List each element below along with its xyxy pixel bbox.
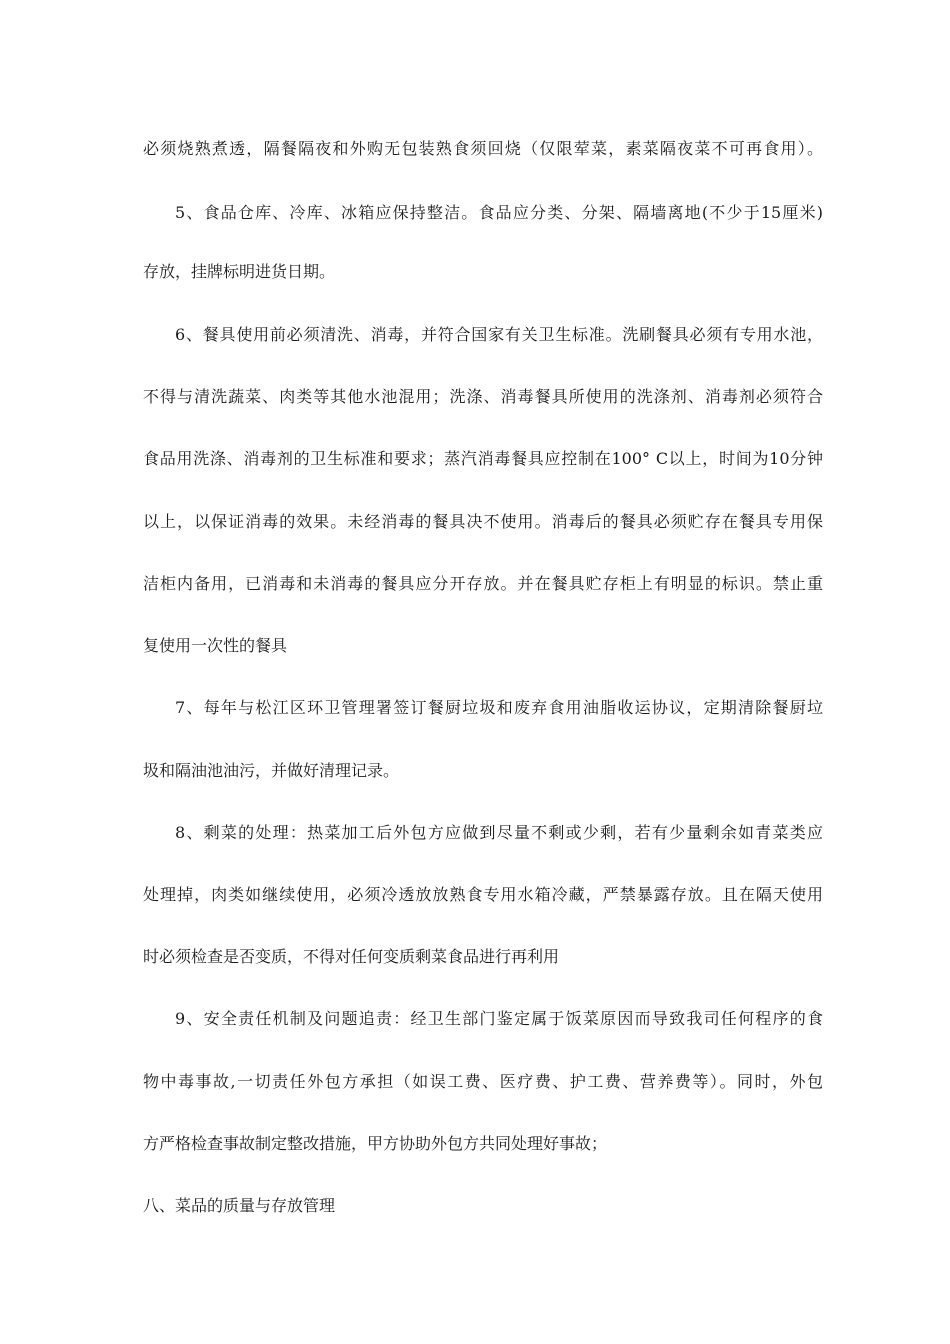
text-line: 不得与清洗蔬菜、肉类等其他水池混用；洗涤、消毒餐具所使用的洗涤剂、消毒剂必须符合 bbox=[143, 387, 823, 406]
text-line: 处理掉，肉类如继续使用，必须冷透放放熟食专用水箱冷藏，严禁暴露存放。且在隔天使用 bbox=[143, 885, 823, 904]
text-line: 洁柜内备用，已消毒和未消毒的餐具应分开存放。并在餐具贮存柜上有明显的标识。禁止重 bbox=[143, 574, 823, 593]
text-line: 时必须检查是否变质，不得对任何变质剩菜食品进行再利用 bbox=[143, 947, 560, 966]
paragraph-6-line: 6、餐具使用前必须清洗、消毒，并符合国家有关卫生标准。洗刷餐具必须有专用水池， bbox=[175, 325, 823, 344]
section-heading: 八、菜品的质量与存放管理 bbox=[143, 1196, 336, 1215]
text-line: 存放，挂牌标明进货日期。 bbox=[143, 262, 336, 281]
text-line: 食品用洗涤、消毒剂的卫生标准和要求；蒸汽消毒餐具应控制在100° C以上，时间为10分钟 bbox=[143, 449, 823, 468]
text-line: 以上，以保证消毒的效果。未经消毒的餐具决不使用。消毒后的餐具必须贮存在餐具专用保 bbox=[143, 512, 823, 531]
text-line: 物中毒事故,一切责任外包方承担（如误工费、医疗费、护工费、营养费等）。同时，外包 bbox=[143, 1072, 823, 1091]
text-line: 圾和隔油池油污，并做好清理记录。 bbox=[143, 761, 400, 780]
text-line: 方严格检查事故制定整改措施，甲方协助外包方共同处理好事故； bbox=[143, 1134, 608, 1153]
text-line: 必须烧熟煮透，隔餐隔夜和外购无包装熟食须回烧（仅限荤菜，素菜隔夜菜不可再食用）。 bbox=[143, 139, 823, 158]
paragraph-7-line: 7、每年与松江区环卫管理署签订餐厨垃圾和废弃食用油脂收运协议，定期清除餐厨垃 bbox=[175, 698, 823, 717]
paragraph-9-line: 9、安全责任机制及问题追责：经卫生部门鉴定属于饭菜原因而导致我司任何程序的食 bbox=[175, 1009, 823, 1028]
paragraph-8-line: 8、剩菜的处理：热菜加工后外包方应做到尽量不剩或少剩，若有少量剩余如青菜类应 bbox=[175, 823, 823, 842]
paragraph-5-line: 5、食品仓库、冷库、冰箱应保持整洁。食品应分类、分架、隔墙离地(不少于15厘米) bbox=[175, 203, 823, 222]
text-line: 复使用一次性的餐具 bbox=[143, 636, 288, 655]
